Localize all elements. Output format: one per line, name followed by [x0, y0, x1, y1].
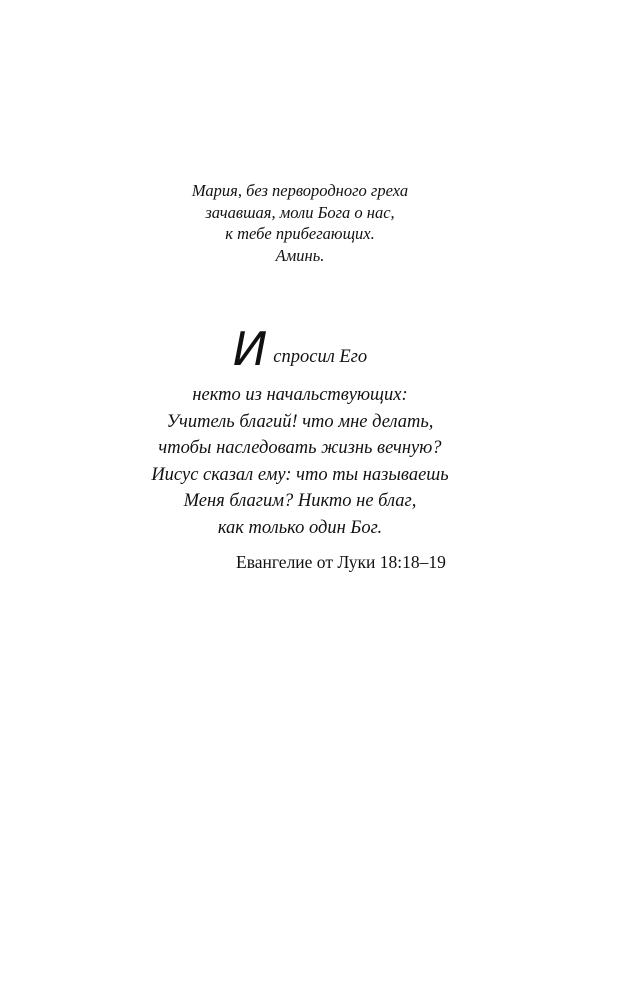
scripture-first-line-text: спросил Его	[273, 347, 368, 367]
scripture-line: Меня благим? Никто не благ,	[183, 491, 417, 511]
prayer-line: Мария, без первородного греха	[191, 181, 409, 200]
prayer-line: зачавшая, моли Бога о нас,	[205, 202, 395, 222]
prayer-epigraph	[0, 180, 600, 266]
prayer-line: Аминь.	[275, 245, 325, 265]
scripture-first-line	[0, 322, 600, 382]
scripture-line: Учитель благий! что мне делать,	[166, 411, 434, 432]
scripture-epigraph	[0, 322, 600, 541]
scripture-source: Евангелие от Луки 18:18–19	[236, 552, 446, 572]
prayer-line: к тебе прибегающих.	[225, 224, 375, 243]
scripture-line: Иисус сказал ему: что ты называешь	[151, 464, 449, 485]
scripture-line: некто из начальствующих:	[192, 385, 408, 405]
drop-cap: И	[232, 322, 268, 376]
scripture-line: как только один Бог.	[217, 517, 383, 538]
scripture-line: чтобы наследовать жизнь вечную?	[158, 438, 442, 458]
